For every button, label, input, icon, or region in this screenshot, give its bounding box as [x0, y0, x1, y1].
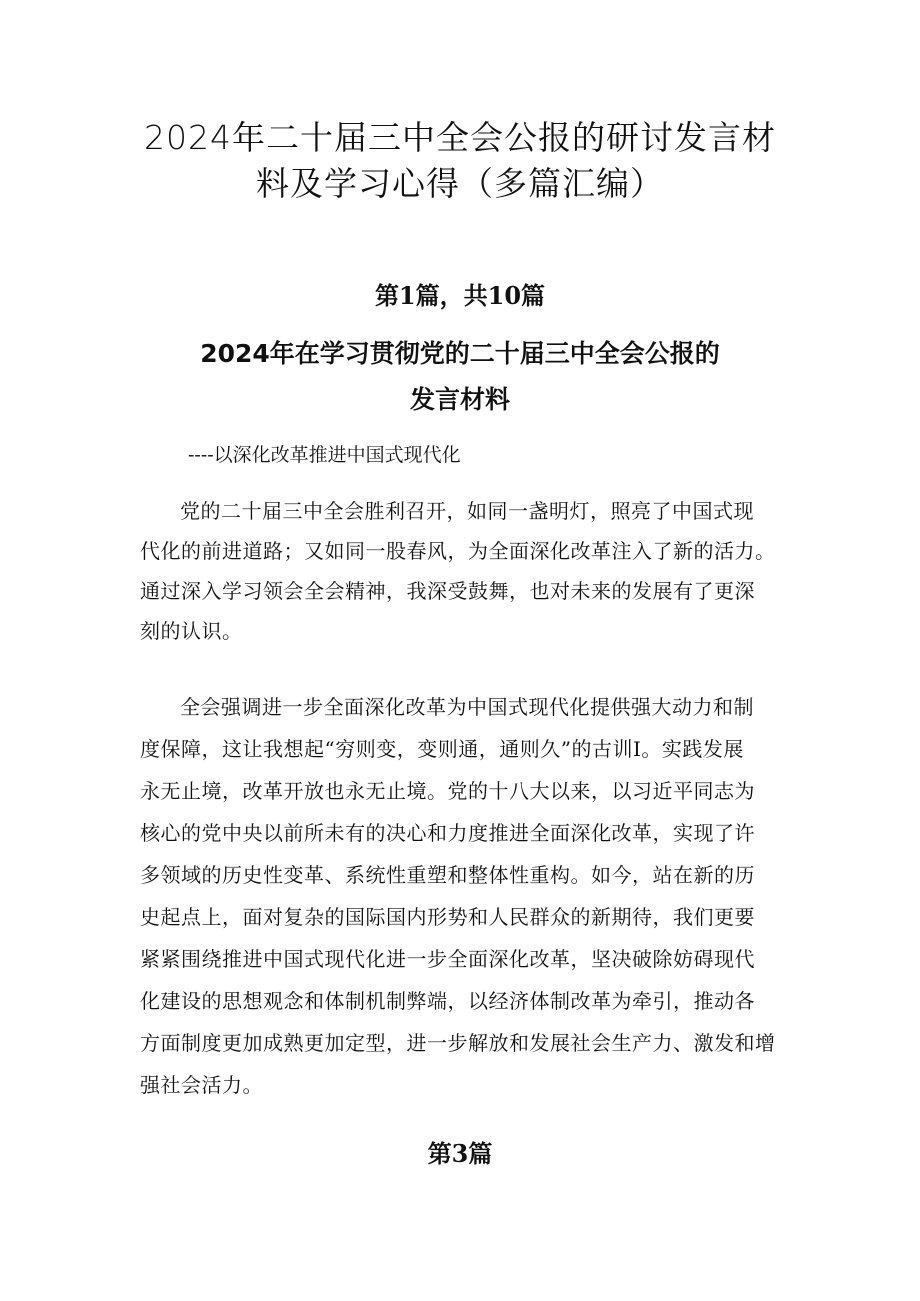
paragraph-2-line: 紧紧围绕推进中国式现代化进一步全面深化改革，坚决破除妨碍现代 — [140, 947, 755, 971]
section-1-heading: 第1篇，共10篇 — [374, 281, 546, 310]
article-title-line-2: 发言材料 — [409, 385, 510, 414]
paragraph-1-line: 代化的前进道路；又如同一股春风，为全面深化改革注入了新的活力。 — [140, 539, 776, 563]
paragraph-1-line: 刻的认识。 — [140, 619, 243, 643]
document-title-line-2: 料及学习心得（多篇汇编） — [256, 164, 664, 203]
paragraph-2-line: 核心的党中央以前所未有的决心和力度推进全面深化改革，实现了许 — [140, 821, 755, 845]
paragraph-2-line: 方面制度更加成熟更加定型，进一步解放和发展社会生产力、激发和增 — [140, 1031, 776, 1055]
paragraph-2-line: 史起点上，面对复杂的国际国内形势和人民群众的新期待，我们更要 — [140, 905, 755, 929]
paragraph-2-line: 强社会活力。 — [140, 1073, 263, 1097]
article-title-line-1: 2024年在学习贯彻党的二十届三中全会公报的 — [200, 339, 720, 368]
paragraph-2-line: 化建设的思想观念和体制机制弊端，以经济体制改革为牵引，推动各 — [140, 989, 755, 1013]
paragraph-2-line: 永无止境，改革开放也永无止境。党的十八大以来，以习近平同志为 — [140, 779, 755, 803]
paragraph-1-line: 党的二十届三中全会胜利召开，如同一盏明灯，照亮了中国式现 — [180, 499, 754, 523]
document-title-line-1: 2024年二十届三中全会公报的研讨发言材 — [144, 118, 776, 157]
paragraph-1-line: 通过深入学习领会全会精神，我深受鼓舞，也对未来的发展有了更深 — [140, 579, 755, 603]
paragraph-2-line: 度保障，这让我想起“穷则变，变则通，通则久”的古训I。实践发展 — [140, 737, 744, 761]
paragraph-2-line: 多领域的历史性变革、系统性重塑和整体性重构。如今，站在新的历 — [140, 863, 755, 887]
section-3-heading: 第3篇 — [427, 1139, 493, 1168]
paragraph-2-line: 全会强调进一步全面深化改革为中国式现代化提供强大动力和制 — [180, 695, 754, 719]
article-subtitle: ----以深化改革推进中国式现代化 — [188, 444, 461, 466]
